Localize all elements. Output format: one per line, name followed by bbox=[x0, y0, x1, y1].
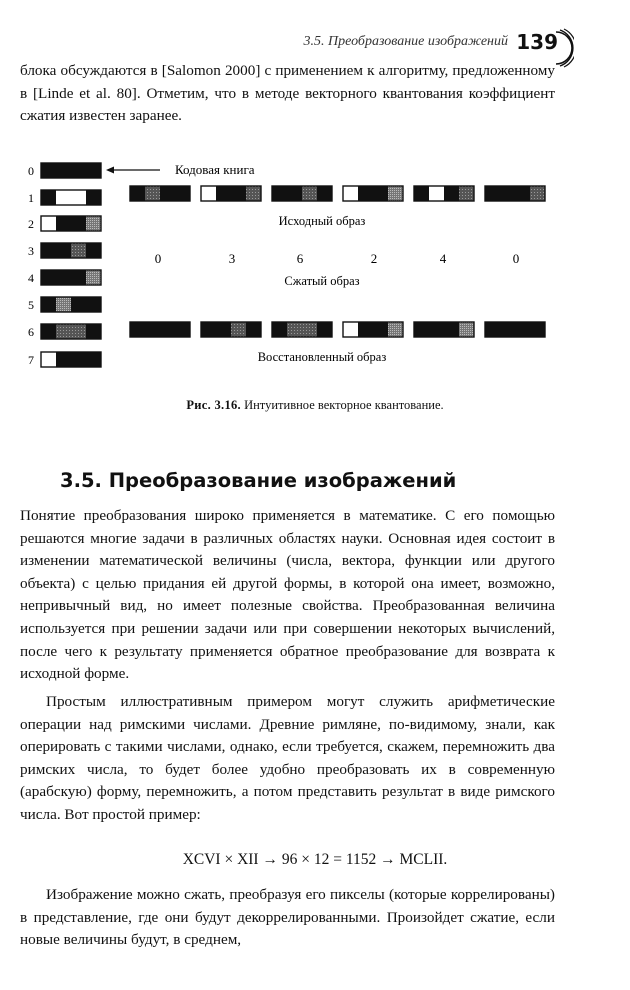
figure-caption-text: Интуитивное векторное квантование. bbox=[244, 398, 444, 412]
compressed-code-0: 0 bbox=[154, 251, 162, 266]
compressed-code-1: 3 bbox=[228, 251, 236, 266]
compressed-codes bbox=[155, 251, 520, 266]
codebook-block-4 bbox=[41, 270, 101, 285]
figure-caption-prefix: Рис. 3.16. bbox=[186, 398, 241, 412]
reconstructed-block-0 bbox=[130, 322, 190, 337]
reconstructed-block-1 bbox=[201, 322, 261, 337]
codebook-block-5 bbox=[41, 297, 101, 312]
reconstructed-block-5 bbox=[485, 322, 545, 337]
codebook-index-0: 0 bbox=[28, 164, 34, 178]
reconstructed-block-4 bbox=[414, 322, 474, 337]
codebook-block-0 bbox=[41, 163, 101, 178]
codebook-block-2 bbox=[41, 216, 101, 231]
original-block-4 bbox=[414, 186, 474, 201]
reconstructed-block-2 bbox=[272, 322, 332, 337]
codebook-index-5: 5 bbox=[28, 298, 34, 312]
closing-paragraph: Изображение можно сжать, преобразуя его пикселы (которые коррелированы) в представление, где они будут декоррелированными. Произойдет сжатие, если новые величины будут, в среднем, bbox=[20, 886, 555, 949]
codebook-block-6 bbox=[41, 324, 101, 339]
codebook-blocks bbox=[41, 163, 101, 367]
original-label: Исходный образ bbox=[278, 214, 366, 228]
codebook-indices bbox=[28, 164, 34, 367]
running-title: 3.5. Преобразование изображений bbox=[303, 34, 508, 49]
codebook-index-2: 2 bbox=[28, 217, 34, 231]
formula: XCVI × XII → 96 × 12 = 1152 → MCLII. bbox=[182, 851, 448, 868]
original-block-3 bbox=[343, 186, 403, 201]
reconstructed-block-3 bbox=[343, 322, 403, 337]
reconstructed-label: Восстановленный образ bbox=[257, 350, 387, 364]
original-block-1 bbox=[201, 186, 261, 201]
original-block-5 bbox=[485, 186, 545, 201]
page-number: 139 bbox=[516, 30, 558, 54]
body-paragraph-2: Простым иллюстративным примером могут служить арифметические операции над римскими числами. Древние римляне, по-видимому, знали, как оперировать с такими числами, однако, если требуется, скажем, перемножить два римских числа, то будет более удобно преобразовать их в современную (арабскую) форму, перемножить, а потом представить результат в виде римского числа. Вот простой пример: bbox=[20, 693, 555, 823]
codebook-block-7 bbox=[41, 352, 101, 367]
codebook-index-7: 7 bbox=[28, 353, 34, 367]
codebook-block-3 bbox=[41, 243, 101, 258]
page-number-ornament bbox=[554, 28, 574, 68]
vector-quantization-figure bbox=[0, 150, 630, 390]
figure-caption bbox=[0, 398, 630, 413]
original-image-row bbox=[130, 186, 545, 201]
codebook-index-6: 6 bbox=[28, 325, 34, 339]
section-heading: 3.5. Преобразование изображений bbox=[60, 469, 457, 492]
compressed-code-4: 4 bbox=[439, 251, 447, 266]
codebook-index-3: 3 bbox=[28, 244, 34, 258]
reconstructed-image-row bbox=[130, 322, 545, 337]
codebook-index-4: 4 bbox=[28, 271, 34, 285]
codebook-block-1 bbox=[41, 190, 101, 205]
original-block-2 bbox=[272, 186, 332, 201]
compressed-label: Сжатый образ bbox=[284, 274, 360, 288]
intro-paragraph: блока обсуждаются в [Salomon 2000] с применением к алгоритму, предложенному в [Linde et al. 80]. Отметим, что в методе векторного квантования коэффициент сжатия известен заранее. bbox=[20, 62, 555, 125]
compressed-code-5: 0 bbox=[512, 251, 520, 266]
codebook-index-1: 1 bbox=[28, 191, 34, 205]
body-paragraph-1: Понятие преобразования широко применяется в математике. С его помощью решаются многие задачи в различных областях науки. Основная идея состоит в изменении математической величины (числа, вектора, функции или другого объекта) с целью придания ей другой формы, в которой она имеет, возможно, непривычный вид, но имеет полезные свойства. Преобразованная величина используется при решении задачи или при совершении некоторых вычислений, после чего к результату применяется обратное преобразование для возврата к исходной форме. bbox=[20, 507, 555, 683]
codebook-label: Кодовая книга bbox=[175, 162, 255, 177]
compressed-code-3: 2 bbox=[370, 251, 378, 266]
compressed-code-2: 6 bbox=[296, 251, 304, 266]
codebook-arrowhead bbox=[106, 167, 114, 174]
original-block-0 bbox=[130, 186, 190, 201]
